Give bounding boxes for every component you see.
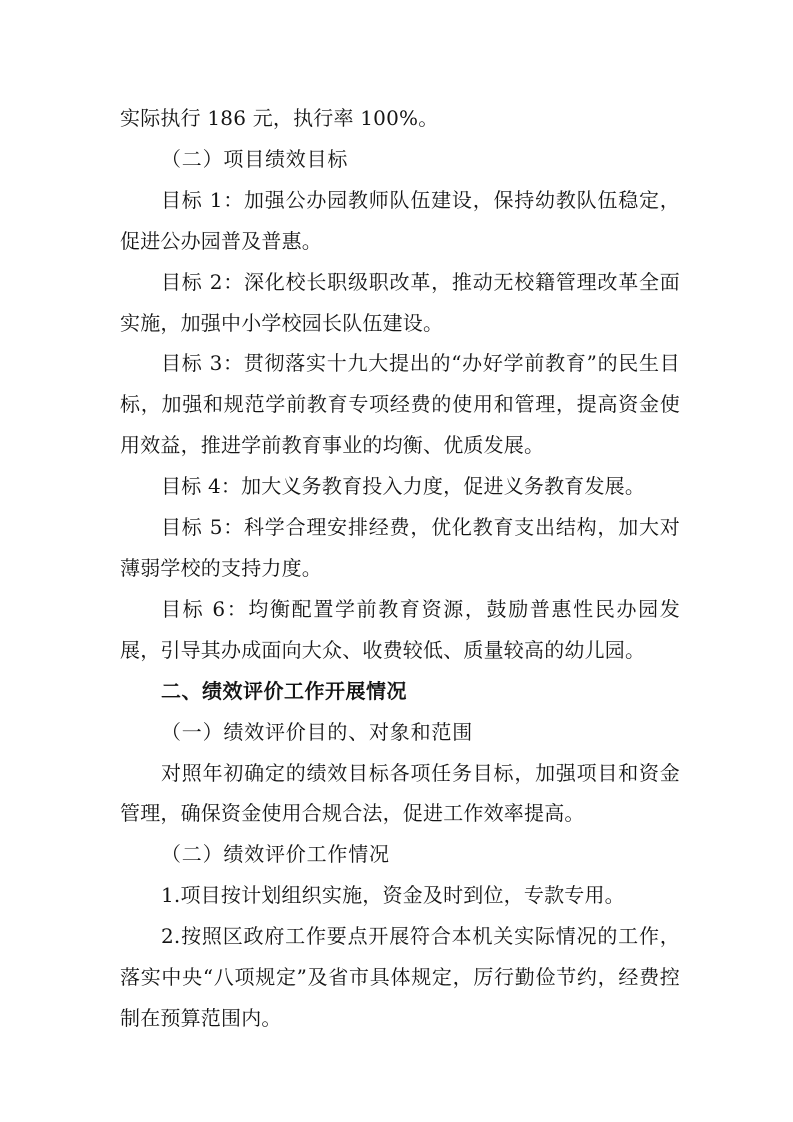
paragraph-goal-5: 目标 5：科学合理安排经费，优化教育支出结构，加大对薄弱学校的支持力度。	[120, 515, 680, 580]
paragraph-goal-1: 目标 1：加强公办园教师队伍建设，保持幼教队伍稳定，促进公办园普及普惠。	[120, 187, 680, 253]
subheading-evaluation-purpose: （一）绩效评价目的、对象和范围	[161, 719, 473, 744]
paragraph-evaluation-purpose: 对照年初确定的绩效目标各项任务目标，加强项目和资金管理，确保资金使用合规合法，促进工作效率提高。	[120, 760, 680, 826]
document-body	[120, 98, 680, 1039]
paragraph-goal-4: 目标 4：加大义务教育投入力度，促进义务教育发展。	[161, 474, 646, 499]
paragraph-execution-rate: 实际执行 186 元，执行率 100%。	[120, 106, 439, 130]
list-item-1: 1.项目按计划组织实施，资金及时到位，专款专用。	[161, 883, 625, 908]
paragraph-goal-6: 目标 6：均衡配置学前教育资源，鼓励普惠性民办园发展，引导其办成面向大众、收费较低、质量较高的幼儿园。	[120, 596, 680, 662]
paragraph-goal-3: 目标 3：贯彻落实十九大提出的“办好学前教育”的民生目标，加强和规范学前教育专项经费的使用和管理，提高资金使用效益，推进学前教育事业的均衡、优质发展。	[120, 351, 680, 458]
paragraph-goal-2: 目标 2：深化校长职级职改革，推动无校籍管理改革全面实施，加强中小学校园长队伍建设。	[120, 269, 680, 335]
section-heading-evaluation-work: 二、绩效评价工作开展情况	[161, 678, 407, 703]
subheading-evaluation-work-status: （二）绩效评价工作情况	[161, 842, 390, 867]
subheading-project-performance-goals: （二）项目绩效目标	[161, 146, 349, 171]
list-item-2: 2.按照区政府工作要点开展符合本机关实际情况的工作，落实中央“八项规定”及省市具体规定，厉行勤俭节约，经费控制在预算范围内。	[120, 924, 680, 1030]
